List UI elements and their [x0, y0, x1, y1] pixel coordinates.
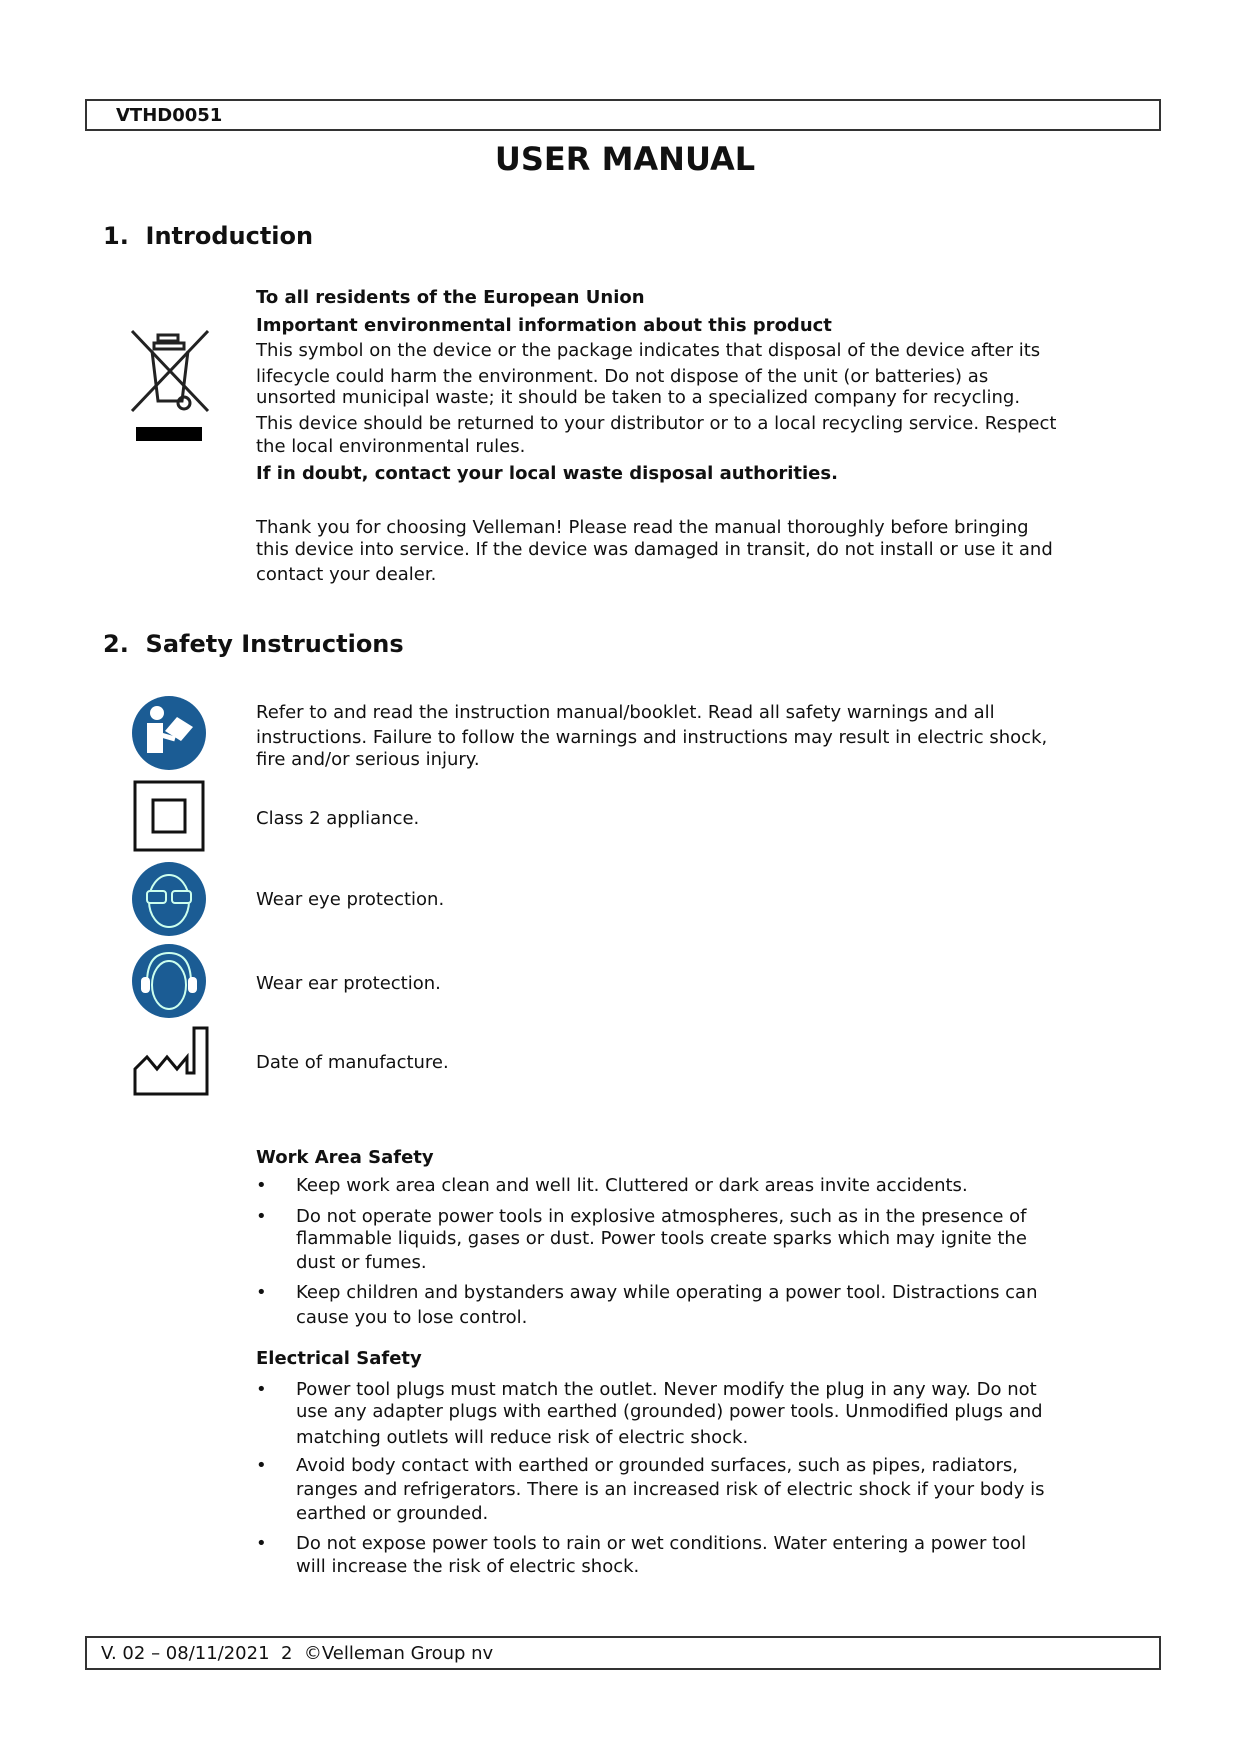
footer-text: V. 02 – 08/11/2021 2 ©Velleman Group nv [101, 1643, 494, 1664]
read-manual-icon [131, 695, 207, 771]
weee-bin-icon [128, 327, 212, 447]
footer-box [85, 1636, 1161, 1670]
bullet-text: Do not expose power tools to rain or wet conditions. Water entering a power tool [296, 1533, 1027, 1554]
bullet-text: flammable liquids, gases or dust. Power tools create sparks which may ignite the [296, 1228, 1027, 1249]
header-box [85, 99, 1161, 131]
bullet-text: Avoid body contact with earthed or grounded surfaces, such as pipes, radiators, [296, 1455, 1019, 1476]
eye-protection-icon [131, 861, 207, 937]
bullet-text: Power tool plugs must match the outlet. Never modify the plug in any way. Do not [296, 1379, 1037, 1400]
page-title: USER MANUAL [494, 140, 756, 178]
env-text-line: lifecycle could harm the environment. Do not dispose of the unit (or batteries) as [256, 366, 989, 387]
thanks-line: this device into service. If the device was damaged in transit, do not install or use it and [256, 539, 1053, 560]
env-text-line: the local environmental rules. [256, 436, 526, 457]
doubt-text: If in doubt, contact your local waste disposal authorities. [256, 463, 838, 484]
symbol-desc-class-2: Class 2 appliance. [256, 808, 420, 829]
section-heading-safety: 2. Safety Instructions [103, 630, 404, 658]
symbol-desc-read-manual: Refer to and read the instruction manual/booklet. Read all safety warnings and all [256, 702, 995, 723]
symbol-desc-ear: Wear ear protection. [256, 973, 441, 994]
bullet-text: Keep work area clean and well lit. Cluttered or dark areas invite accidents. [296, 1175, 968, 1196]
bullet: • [256, 1455, 267, 1476]
thanks-line: Thank you for choosing Velleman! Please read the manual thoroughly before bringing [256, 517, 1029, 538]
work-area-heading: Work Area Safety [256, 1147, 434, 1168]
bullet: • [256, 1206, 267, 1227]
eu-heading: To all residents of the European Union [256, 287, 645, 308]
bullet-text: use any adapter plugs with earthed (grounded) power tools. Unmodified plugs and [296, 1401, 1043, 1422]
bullet: • [256, 1282, 267, 1303]
bullet-text: Do not operate power tools in explosive atmospheres, such as in the presence of [296, 1206, 1027, 1227]
bullet-text: earthed or grounded. [296, 1503, 489, 1524]
section-heading-introduction: 1. Introduction [103, 222, 314, 250]
bullet-text: matching outlets will reduce risk of electric shock. [296, 1427, 749, 1448]
env-text-line: This device should be returned to your distributor or to a local recycling service. Respect [256, 413, 1057, 434]
bullet: • [256, 1533, 267, 1554]
thanks-line: contact your dealer. [256, 564, 437, 585]
bullet: • [256, 1175, 267, 1196]
electrical-heading: Electrical Safety [256, 1348, 422, 1369]
env-text-line: unsorted municipal waste; it should be taken to a specialized company for recycling. [256, 387, 1021, 408]
symbol-desc-read-manual: fire and/or serious injury. [256, 749, 480, 770]
symbol-desc-date: Date of manufacture. [256, 1052, 449, 1073]
bullet-text: ranges and refrigerators. There is an increased risk of electric shock if your body is [296, 1479, 1045, 1500]
date-of-manufacture-icon [132, 1025, 210, 1097]
model-number: VTHD0051 [116, 105, 223, 126]
bullet: • [256, 1379, 267, 1400]
bullet-text: will increase the risk of electric shock. [296, 1556, 640, 1577]
symbol-desc-read-manual: instructions. Failure to follow the warnings and instructions may result in electric shock, [256, 727, 1048, 748]
bullet-text: dust or fumes. [296, 1252, 427, 1273]
class-2-icon [133, 780, 205, 852]
env-text-line: This symbol on the device or the package indicates that disposal of the device after its [256, 340, 1041, 361]
bullet-text: Keep children and bystanders away while operating a power tool. Distractions can [296, 1282, 1038, 1303]
symbol-desc-eye: Wear eye protection. [256, 889, 445, 910]
env-heading: Important environmental information about this product [256, 315, 832, 336]
ear-protection-icon [131, 943, 207, 1019]
bullet-text: cause you to lose control. [296, 1307, 528, 1328]
